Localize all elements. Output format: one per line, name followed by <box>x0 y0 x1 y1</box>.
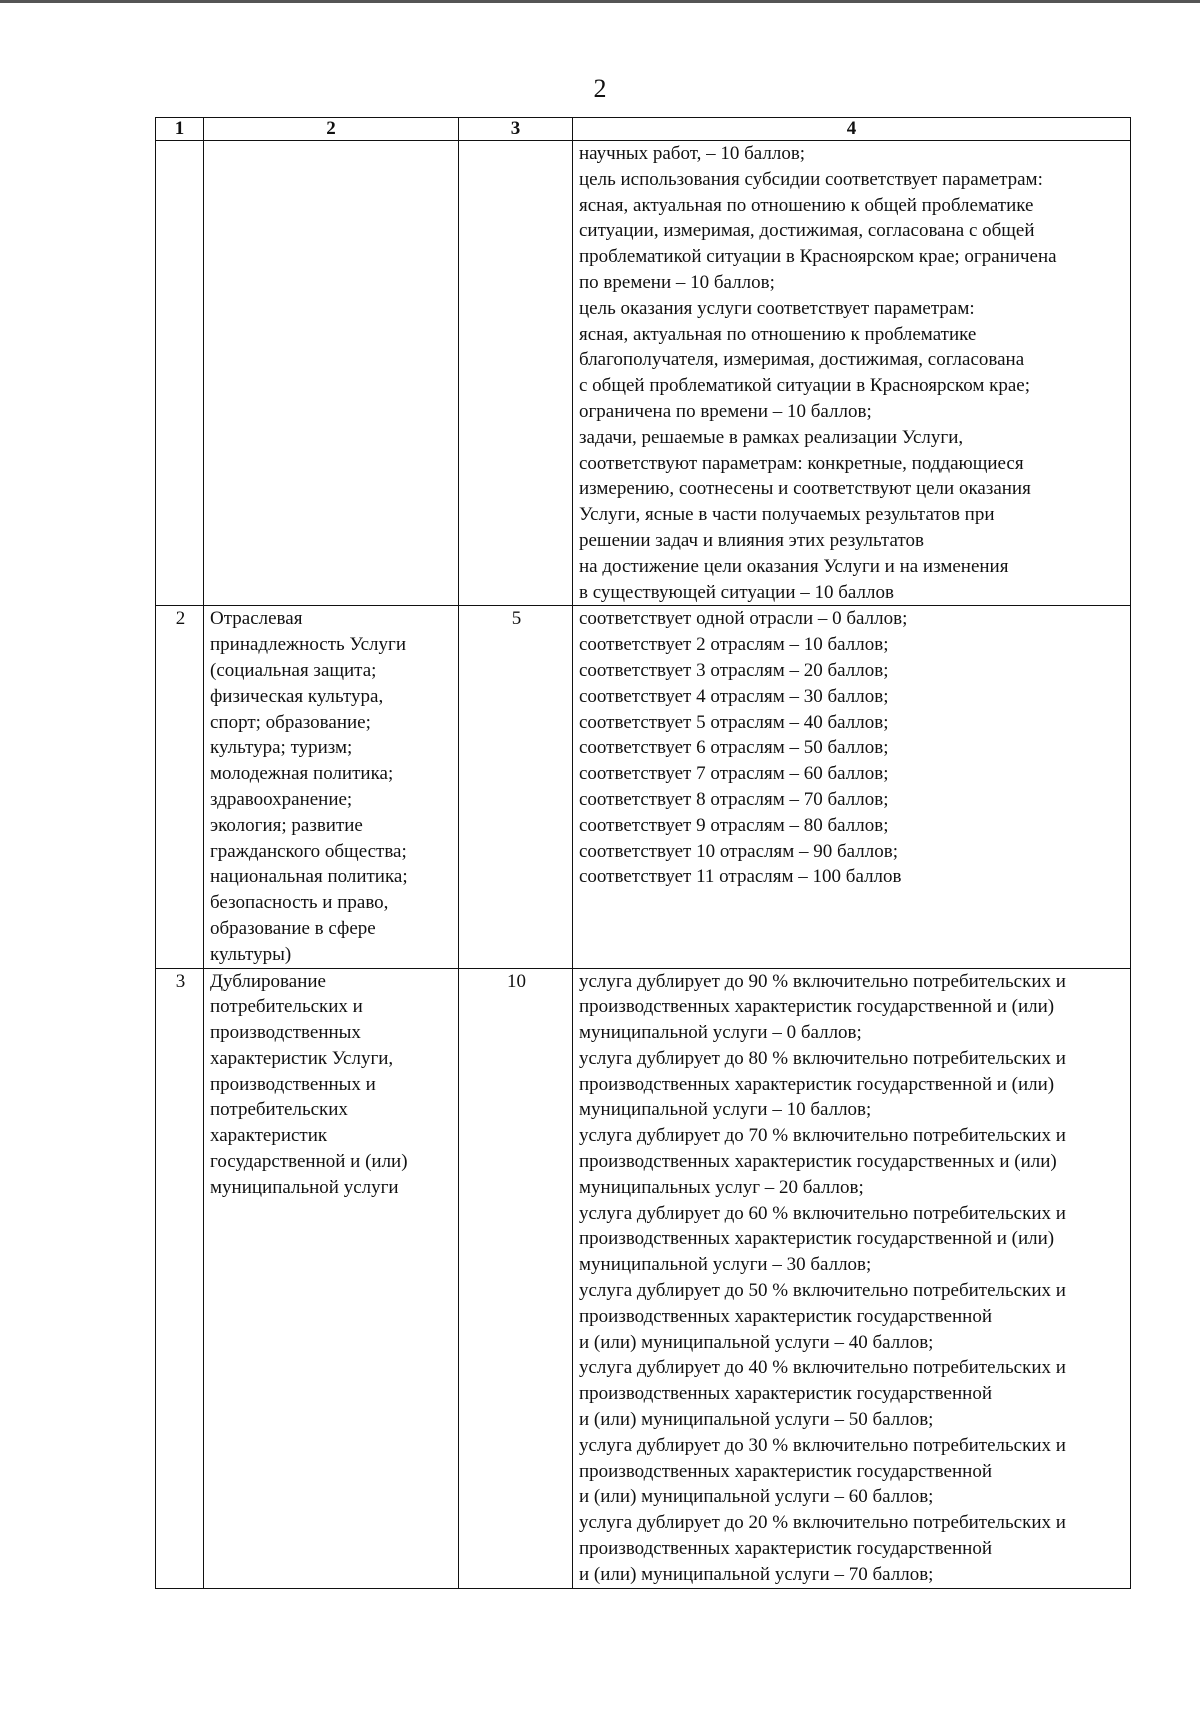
row-name <box>204 141 459 606</box>
row-number <box>156 141 204 606</box>
text-line: и (или) муниципальной услуги – 70 баллов; <box>579 1563 934 1585</box>
text-line: Дублирование <box>210 970 326 992</box>
text-line: национальная политика; <box>210 866 408 888</box>
row-weight: 5 <box>459 606 573 968</box>
text-line: соответствует 10 отраслям – 90 баллов; <box>579 840 898 862</box>
text-line: муниципальной услуги – 10 баллов; <box>579 1099 872 1121</box>
row-weight <box>459 141 573 606</box>
table-row-2 <box>156 606 1131 968</box>
text-line: производственных характеристик государственной <box>579 1383 992 1405</box>
text-line: характеристик Услуги, <box>210 1047 394 1069</box>
text-line: и (или) муниципальной услуги – 40 баллов; <box>579 1331 934 1353</box>
text-line: образование в сфере <box>210 917 376 939</box>
text-line: соответствует 3 отраслям – 20 баллов; <box>579 659 889 681</box>
row-name <box>204 606 459 968</box>
text-line: решении задач и влияния этих результатов <box>579 529 924 551</box>
row-name <box>204 968 459 1588</box>
text-line: и (или) муниципальной услуги – 60 баллов; <box>579 1486 934 1508</box>
text-line: потребительских <box>210 1099 348 1121</box>
text-line: производственных <box>210 1022 361 1044</box>
text-line: производственных характеристик государственной <box>579 1305 992 1327</box>
text-line: Отраслевая <box>210 608 303 630</box>
text-line: муниципальных услуг – 20 баллов; <box>579 1176 864 1198</box>
scan-top-edge <box>0 0 1200 3</box>
text-line: здравоохранение; <box>210 788 353 810</box>
text-line: услуга дублирует до 80 % включительно потребительских и <box>579 1047 1066 1069</box>
text-line: задачи, решаемые в рамках реализации Услуги, <box>579 426 964 448</box>
text-line: услуга дублирует до 20 % включительно потребительских и <box>579 1512 1066 1534</box>
text-line: цель оказания услуги соответствует параметрам: <box>579 297 975 319</box>
text-line: услуга дублирует до 90 % включительно потребительских и <box>579 970 1066 992</box>
header-col-3: 3 <box>459 118 573 141</box>
text-line: производственных характеристик государственных и (или) <box>579 1151 1057 1173</box>
text-line: Услуги, ясные в части получаемых результатов при <box>579 504 995 526</box>
text-line: услуга дублирует до 40 % включительно потребительских и <box>579 1357 1066 1379</box>
text-line: спорт; образование; <box>210 711 371 733</box>
text-line: производственных и <box>210 1073 376 1095</box>
text-line: соответствует 2 отраслям – 10 баллов; <box>579 634 889 656</box>
text-line: молодежная политика; <box>210 763 394 785</box>
text-line: производственных характеристик государственной <box>579 1460 992 1482</box>
text-line: государственной и (или) <box>210 1151 408 1173</box>
row-weight: 10 <box>459 968 573 1588</box>
text-line: производственных характеристик государственной и (или) <box>579 1073 1055 1095</box>
page-number: 2 <box>593 74 607 103</box>
text-line: муниципальной услуги – 30 баллов; <box>579 1254 872 1276</box>
text-line: измерению, соотнесены и соответствуют цели оказания <box>579 478 1031 500</box>
text-line: на достижение цели оказания Услуги и на изменения <box>579 555 1009 577</box>
text-line: в существующей ситуации – 10 баллов <box>579 581 894 603</box>
text-line: соответствует 6 отраслям – 50 баллов; <box>579 737 889 759</box>
text-line: производственных характеристик государственной и (или) <box>579 1228 1055 1250</box>
header-col-4: 4 <box>573 118 1131 141</box>
text-line: по времени – 10 баллов; <box>579 271 775 293</box>
text-line: и (или) муниципальной услуги – 50 баллов; <box>579 1409 934 1431</box>
text-line: услуга дублирует до 50 % включительно потребительских и <box>579 1280 1066 1302</box>
text-line: проблематикой ситуации в Красноярском крае; ограничена <box>579 246 1057 268</box>
criteria-table <box>155 117 1131 1589</box>
row-number: 3 <box>156 968 204 1588</box>
row-criteria <box>573 141 1131 606</box>
text-line: (социальная защита; <box>210 659 377 681</box>
text-line: потребительских и <box>210 996 363 1018</box>
row-number: 2 <box>156 606 204 968</box>
text-line: муниципальной услуги <box>210 1176 399 1198</box>
text-line: ограничена по времени – 10 баллов; <box>579 400 872 422</box>
table-row-continued <box>156 141 1131 606</box>
header-col-2: 2 <box>204 118 459 141</box>
table-row-3 <box>156 968 1131 1588</box>
text-line: услуга дублирует до 30 % включительно потребительских и <box>579 1434 1066 1456</box>
text-line: производственных характеристик государственной и (или) <box>579 996 1055 1018</box>
text-line: научных работ, – 10 баллов; <box>579 143 806 164</box>
text-line: ясная, актуальная по отношению к общей проблематике <box>579 194 1034 216</box>
text-line: соответствует 8 отраслям – 70 баллов; <box>579 788 889 810</box>
text-line: с общей проблематикой ситуации в Красноярском крае; <box>579 375 1030 397</box>
text-line: ясная, актуальная по отношению к проблематике <box>579 323 977 345</box>
text-line: соответствуют параметрам: конкретные, поддающиеся <box>579 452 1024 474</box>
text-line: цель использования субсидии соответствует параметрам: <box>579 168 1043 190</box>
text-line: принадлежность Услуги <box>210 634 406 656</box>
text-line: благополучателя, измеримая, достижимая, согласована <box>579 349 1025 371</box>
text-line: соответствует 9 отраслям – 80 баллов; <box>579 814 889 836</box>
text-line: соответствует 7 отраслям – 60 баллов; <box>579 763 889 785</box>
text-line: услуга дублирует до 70 % включительно потребительских и <box>579 1125 1066 1147</box>
text-line: гражданского общества; <box>210 840 407 862</box>
header-row <box>156 118 1131 141</box>
header-col-1: 1 <box>156 118 204 141</box>
text-line: соответствует одной отрасли – 0 баллов; <box>579 608 908 630</box>
text-line: услуга дублирует до 60 % включительно потребительских и <box>579 1202 1066 1224</box>
text-line: соответствует 11 отраслям – 100 баллов <box>579 866 902 888</box>
text-line: муниципальной услуги – 0 баллов; <box>579 1022 862 1044</box>
text-line: соответствует 4 отраслям – 30 баллов; <box>579 685 889 707</box>
text-line: экология; развитие <box>210 814 363 836</box>
text-line: ситуации, измеримая, достижимая, согласована с общей <box>579 220 1035 242</box>
text-line: физическая культура, <box>210 685 384 707</box>
text-line: характеристик <box>210 1125 328 1147</box>
row-criteria <box>573 968 1131 1588</box>
text-line: безопасность и право, <box>210 892 389 914</box>
text-line: производственных характеристик государственной <box>579 1538 992 1560</box>
text-line: культуры) <box>210 943 292 965</box>
text-line: соответствует 5 отраслям – 40 баллов; <box>579 711 889 733</box>
text-line: культура; туризм; <box>210 737 353 759</box>
row-criteria <box>573 606 1131 968</box>
